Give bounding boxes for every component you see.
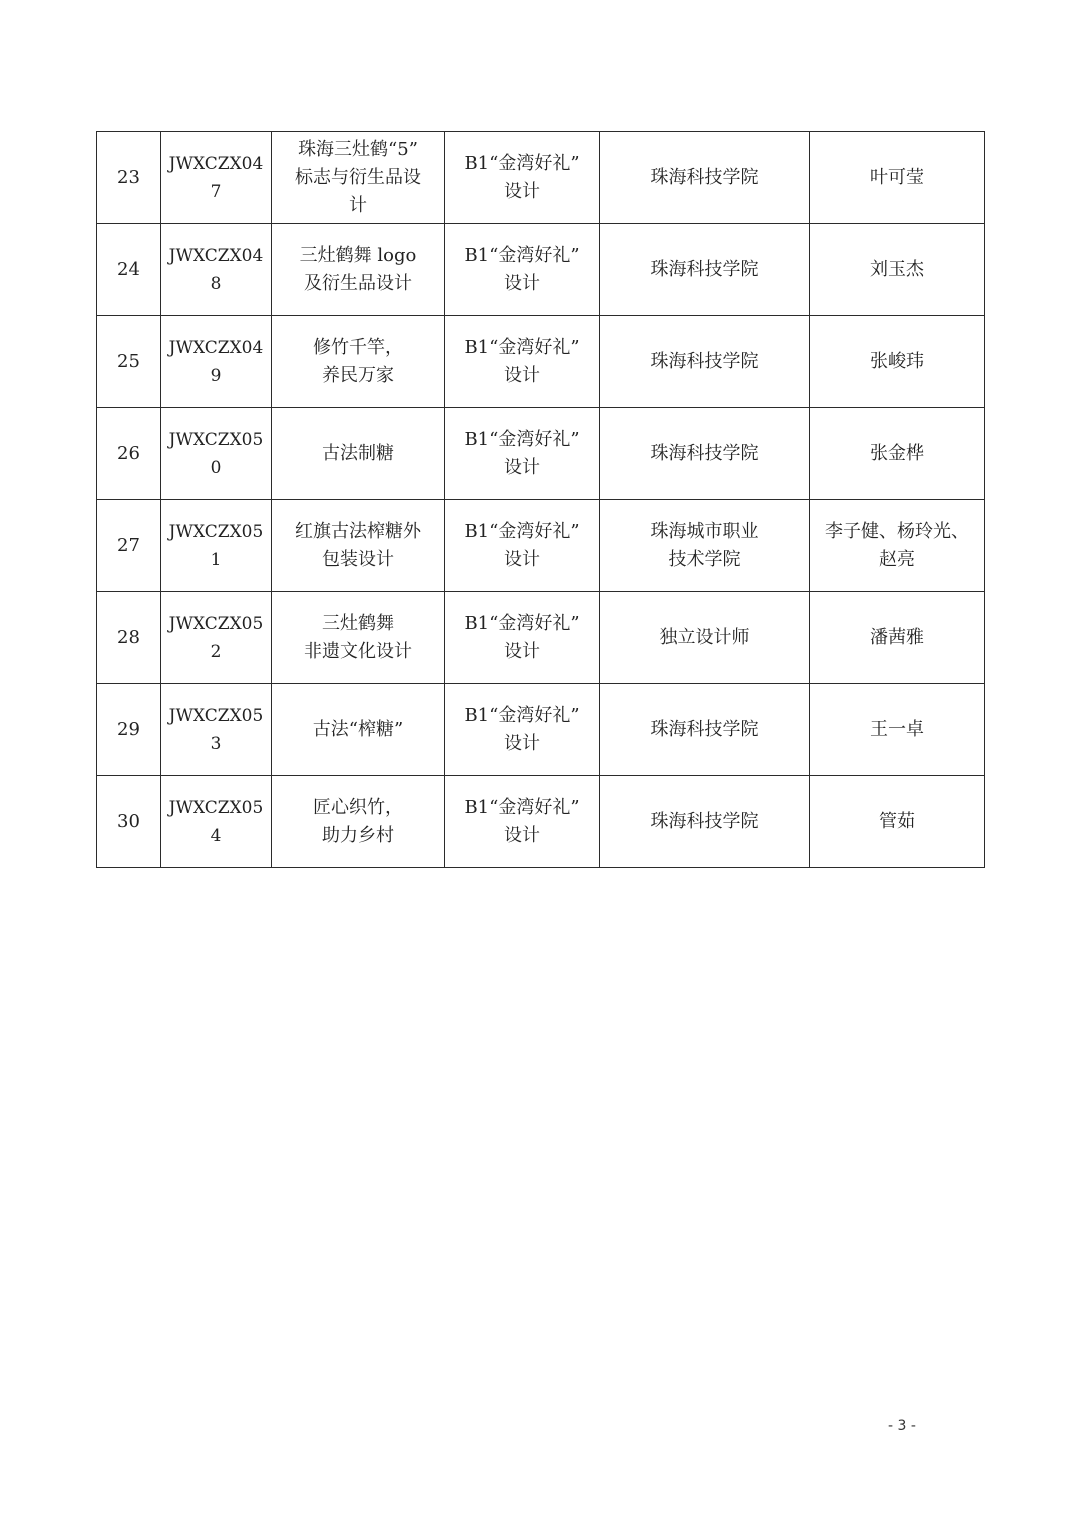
authors-cell: 张金桦 <box>810 408 985 500</box>
row-number-cell: 26 <box>97 408 161 500</box>
entry-code-cell: JWXCZX047 <box>161 132 272 224</box>
row-number-cell: 29 <box>97 684 161 776</box>
category-cell: B1“金湾好礼” 设计 <box>445 316 600 408</box>
table-row <box>97 132 985 224</box>
category-cell: B1“金湾好礼” 设计 <box>445 500 600 592</box>
page-number: - 3 - <box>888 1418 916 1434</box>
entry-code-cell: JWXCZX052 <box>161 592 272 684</box>
authors-cell: 叶可莹 <box>810 132 985 224</box>
work-title-cell: 红旗古法榨糖外 包装设计 <box>272 500 445 592</box>
authors-cell: 潘茜雅 <box>810 592 985 684</box>
organization-cell: 珠海城市职业 技术学院 <box>600 500 810 592</box>
organization-cell: 珠海科技学院 <box>600 408 810 500</box>
authors-cell: 李子健、杨玲光、 赵亮 <box>810 500 985 592</box>
organization-cell: 珠海科技学院 <box>600 684 810 776</box>
row-number-cell: 30 <box>97 776 161 868</box>
entry-code-cell: JWXCZX054 <box>161 776 272 868</box>
category-cell: B1“金湾好礼” 设计 <box>445 224 600 316</box>
category-cell: B1“金湾好礼” 设计 <box>445 132 600 224</box>
row-number-cell: 23 <box>97 132 161 224</box>
table-row <box>97 316 985 408</box>
work-title-cell: 修竹千竿， 养民万家 <box>272 316 445 408</box>
organization-cell: 珠海科技学院 <box>600 776 810 868</box>
work-title-cell: 古法制糖 <box>272 408 445 500</box>
organization-cell: 珠海科技学院 <box>600 224 810 316</box>
authors-cell: 管茹 <box>810 776 985 868</box>
row-number-cell: 25 <box>97 316 161 408</box>
table-row <box>97 776 985 868</box>
row-number-cell: 28 <box>97 592 161 684</box>
work-title-cell: 三灶鹤舞 logo 及衍生品设计 <box>272 224 445 316</box>
organization-cell: 独立设计师 <box>600 592 810 684</box>
organization-cell: 珠海科技学院 <box>600 316 810 408</box>
table-row <box>97 408 985 500</box>
authors-cell: 张峻玮 <box>810 316 985 408</box>
category-cell: B1“金湾好礼” 设计 <box>445 684 600 776</box>
table-row <box>97 224 985 316</box>
table-row <box>97 500 985 592</box>
entry-code-cell: JWXCZX048 <box>161 224 272 316</box>
work-title-cell: 古法“榨糖” <box>272 684 445 776</box>
entry-code-cell: JWXCZX053 <box>161 684 272 776</box>
award-list-table <box>96 131 985 868</box>
table-row <box>97 592 985 684</box>
work-title-cell: 三灶鹤舞 非遗文化设计 <box>272 592 445 684</box>
entry-code-cell: JWXCZX050 <box>161 408 272 500</box>
entry-code-cell: JWXCZX051 <box>161 500 272 592</box>
work-title-cell: 匠心织竹， 助力乡村 <box>272 776 445 868</box>
row-number-cell: 24 <box>97 224 161 316</box>
row-number-cell: 27 <box>97 500 161 592</box>
organization-cell: 珠海科技学院 <box>600 132 810 224</box>
authors-cell: 王一卓 <box>810 684 985 776</box>
work-title-cell: 珠海三灶鹤“5” 标志与衍生品设 计 <box>272 132 445 224</box>
category-cell: B1“金湾好礼” 设计 <box>445 592 600 684</box>
authors-cell: 刘玉杰 <box>810 224 985 316</box>
category-cell: B1“金湾好礼” 设计 <box>445 408 600 500</box>
table-row <box>97 684 985 776</box>
entry-code-cell: JWXCZX049 <box>161 316 272 408</box>
category-cell: B1“金湾好礼” 设计 <box>445 776 600 868</box>
